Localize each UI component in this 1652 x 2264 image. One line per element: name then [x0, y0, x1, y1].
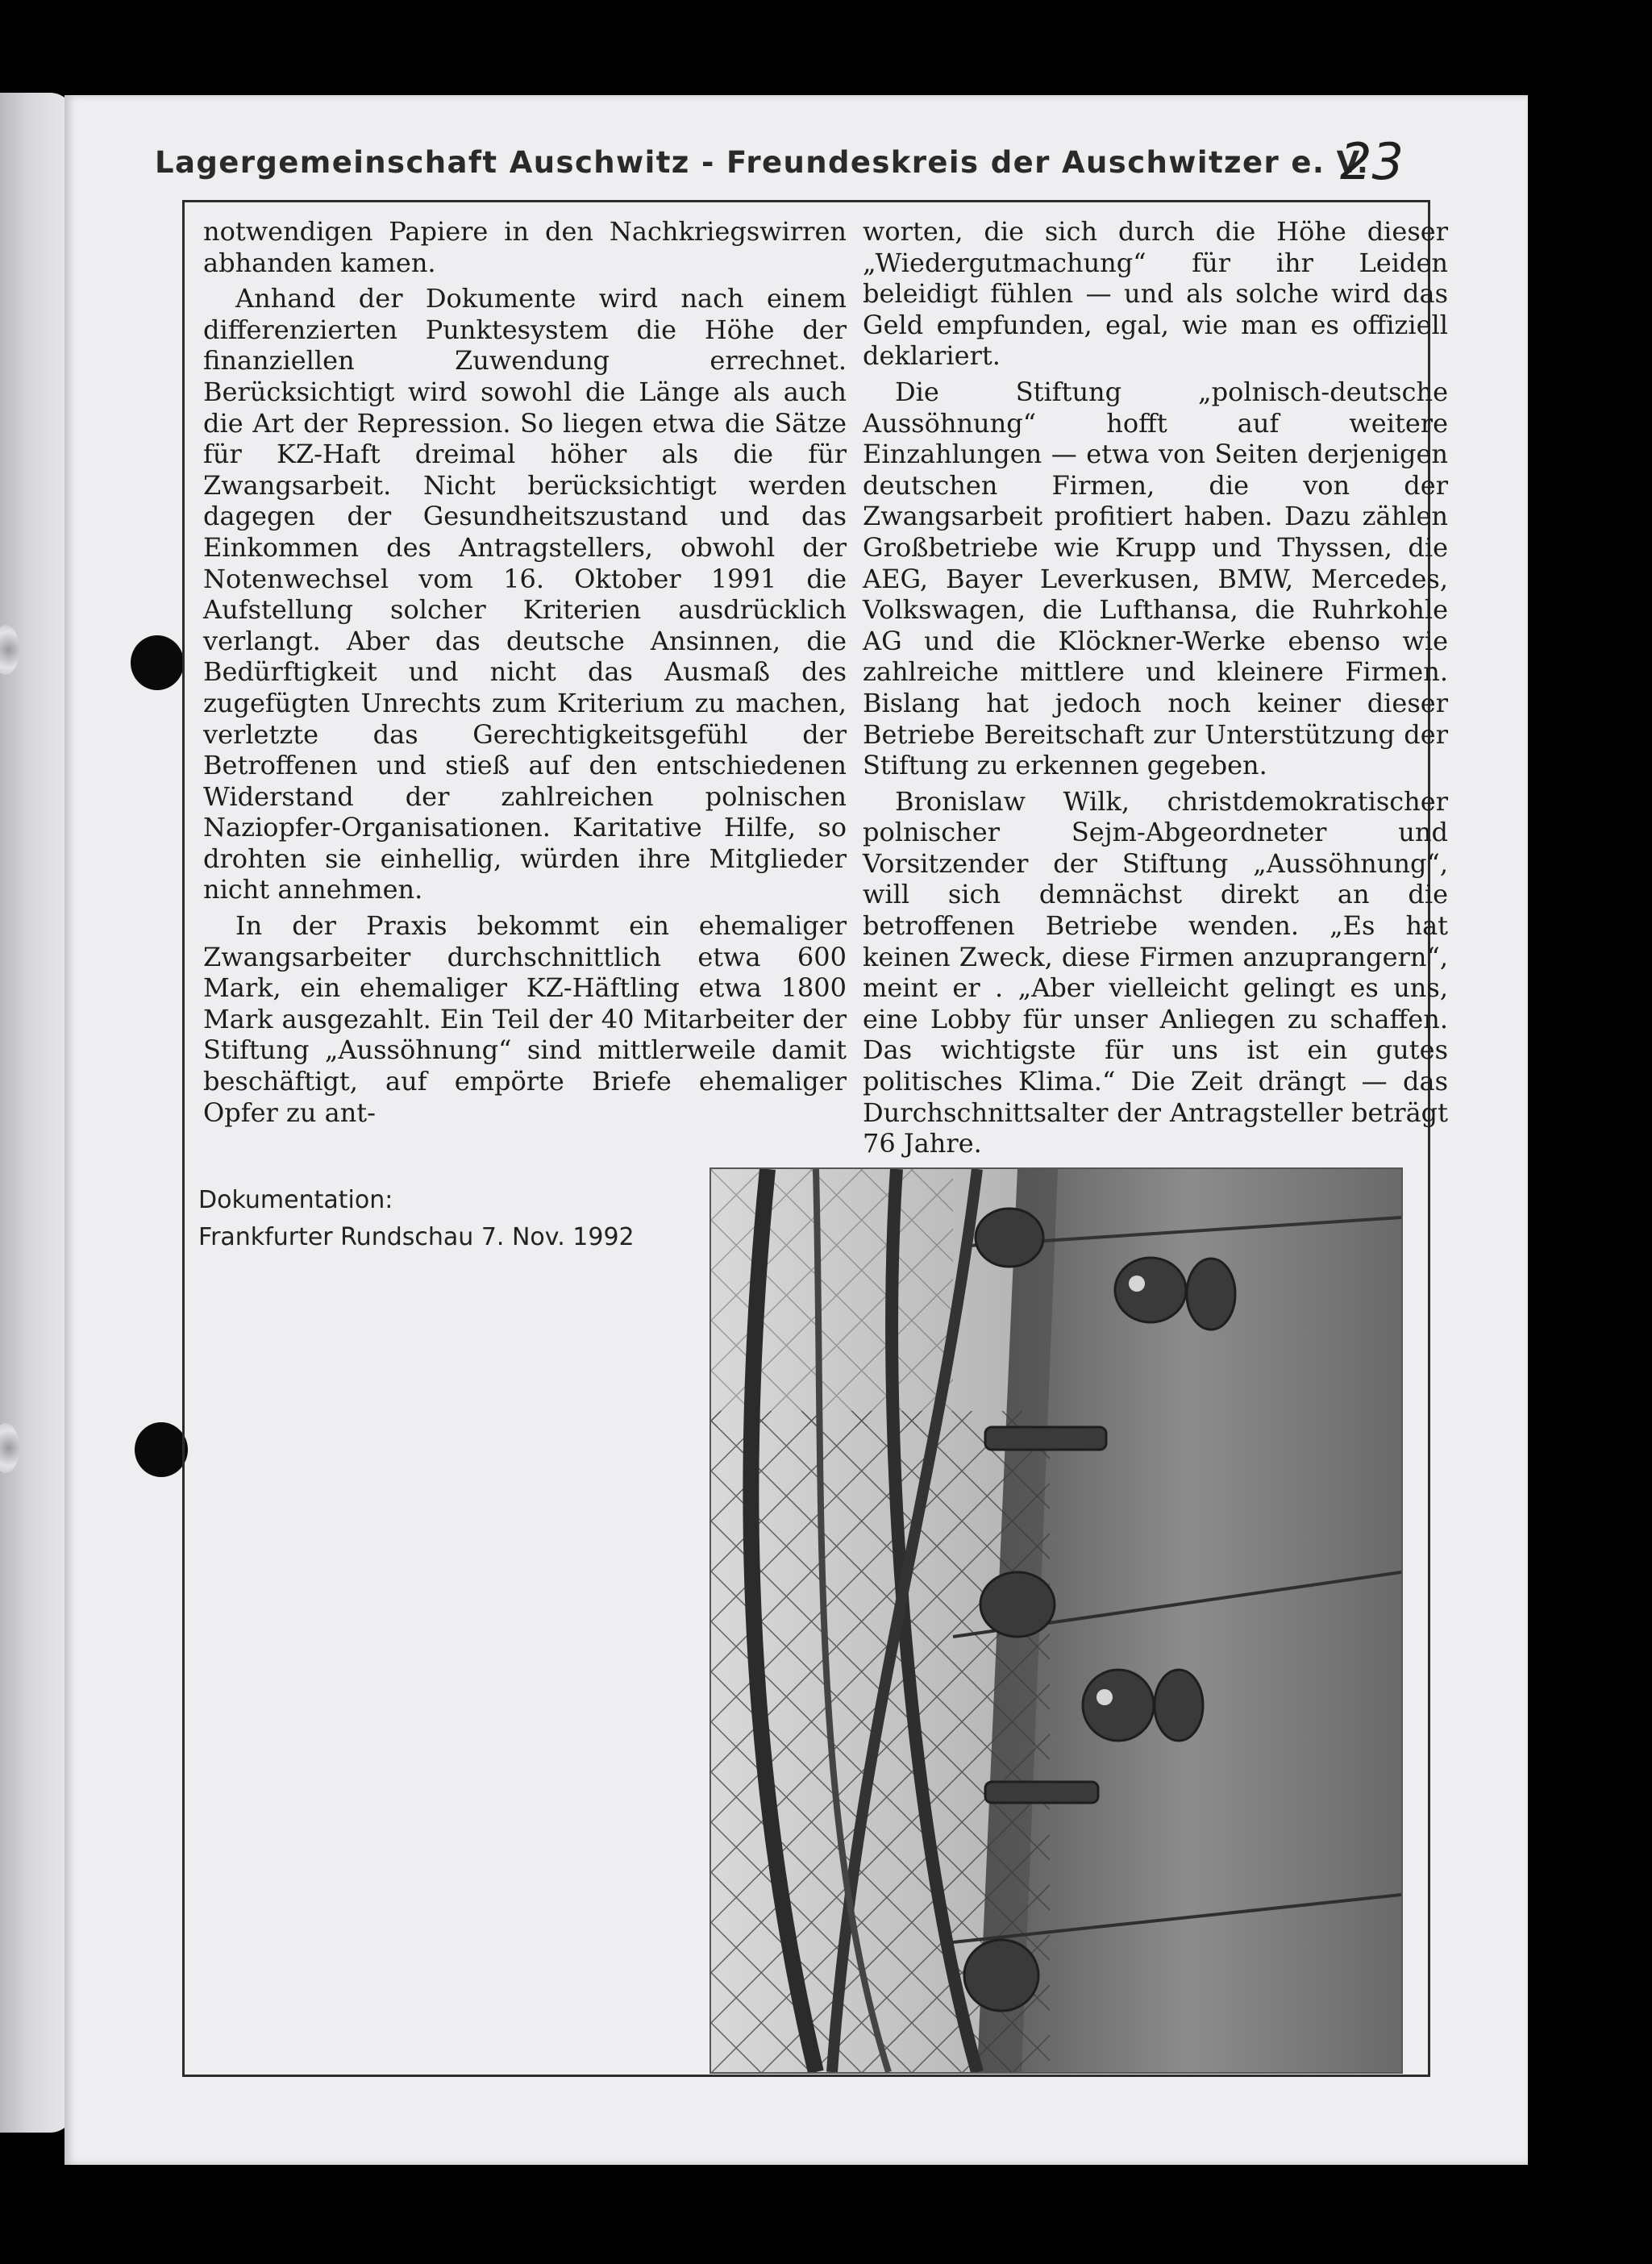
paragraph: Anhand der Dokumente wird nach einem differenzierten Punktesystem die Höhe der finanziellen Zuwendung errechnet. Berücksichtigt wird sowohl die Länge als auch die Art der Repression. So liegen etwa die Sätze für KZ-Haft dreimal höher als die für Zwangsarbeit. Nicht berücksichtigt werden dagegen der Gesundheitszustand und das Einkommen des Antragstellers, obwohl der Notenwechsel vom 16. Oktober 1991 die Aufstellung solcher Kriterien ausdrücklich verlangt. Aber das deutsche Ansinnen, die Bedürftigkeit und nicht das Ausmaß des zugefügten Unrechts zum Kriterium zu machen, verletzte das Gerechtigkeitsgefühl der Betroffenen und stieß auf den entschiedenen Widerstand der zahlreichen polnischen Naziopfer-Organisationen. Karitative Hilfe, so drohten sie einhellig, würden ihre Mitglieder nicht annehmen. — [203, 283, 847, 905]
paragraph: notwendigen Papiere in den Nachkriegswirren abhanden kamen. — [203, 216, 847, 278]
document-page — [64, 95, 1528, 2165]
binder-ring — [0, 1423, 19, 1473]
page-header: Lagergemeinschaft Auschwitz - Freundeskreis der Auschwitzer e. V. — [155, 145, 1370, 180]
punch-hole — [135, 1422, 188, 1477]
binder-ring — [0, 625, 19, 675]
fence-photo — [709, 1167, 1403, 2074]
photo-source-caption — [198, 1182, 635, 1256]
paragraph: In der Praxis bekommt ein ehemaliger Zwangsarbeiter durchschnittlich etwa 600 Mark, ein ehemaliger KZ-Häftling etwa 1800 Mark ausgezahlt. Ein Teil der 40 Mitarbeiter der Stiftung „Aussöhnung“ sind mittlerweile damit beschäftigt, auf empörte Briefe ehemaliger Opfer zu ant- — [203, 910, 847, 1128]
facing-page-edge — [0, 93, 74, 2133]
article-right-column — [863, 216, 1448, 1164]
caption-source: Frankfurter Rundschau 7. Nov. 1992 — [198, 1223, 635, 1251]
paragraph: Bronislaw Wilk, christdemokratischer polnischer Sejm-Abgeordneter und Vorsitzender der Stiftung „Aussöhnung“, will sich demnächst direkt an die betroffenen Betriebe wenden. „Es hat keinen Zweck, diese Firmen anzuprangern“, meint er . „Aber vielleicht gelingt es uns, eine Lobby für unser Anliegen zu schaffen. Das wichtigste für uns ist ein gutes politisches Klima.“ Die Zeit drängt — das Durchschnittsalter der Antragsteller beträgt 76 Jahre. — [863, 785, 1448, 1159]
page-number: 23 — [1340, 132, 1404, 191]
paragraph: worten, die sich durch die Höhe dieser „Wiedergutmachung“ für ihr Leiden beleidigt fühlen — und als solche wird das Geld empfunden, egal, wie man es offiziell deklariert. — [863, 216, 1448, 372]
caption-label: Dokumentation: — [198, 1186, 393, 1214]
article-left-column — [203, 216, 847, 1133]
paragraph: Die Stiftung „polnisch-deutsche Aussöhnung“ hofft auf weitere Einzahlungen — etwa von Seiten derjenigen deutschen Firmen, die von der Zwangsarbeit profitiert haben. Dazu zählen Großbetriebe wie Krupp und Thyssen, die AEG, Bayer Leverkusen, BMW, Mercedes, Volkswagen, die Lufthansa, die Ruhrkohle AG und die Klöckner-Werke ebenso wie zahlreiche mittlere und kleinere Firmen. Bislang hat jedoch noch keiner dieser Betriebe Bereitschaft zur Unterstützung der Stiftung zu erkennen gegeben. — [863, 376, 1448, 781]
punch-hole — [131, 635, 184, 690]
